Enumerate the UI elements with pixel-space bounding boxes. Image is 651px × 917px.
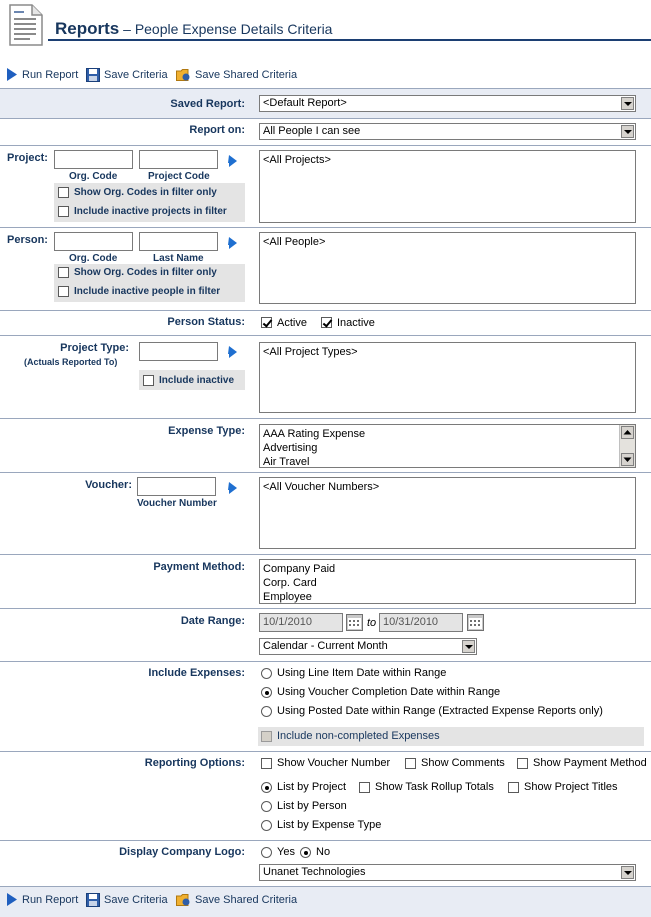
saved-report-select[interactable] — [259, 95, 636, 112]
scrollbar[interactable] — [619, 425, 635, 467]
show-org-codes-label: Show Org. Codes in filter only — [74, 267, 217, 278]
date-period-value: Calendar - Current Month — [263, 640, 388, 652]
person-list[interactable] — [259, 232, 636, 304]
show-org-codes-checkbox[interactable] — [58, 187, 69, 198]
voucher-label: Voucher: — [85, 479, 132, 491]
expense-type-list[interactable] — [259, 424, 636, 468]
calendar-icon[interactable] — [467, 614, 484, 631]
chevron-down-icon — [621, 97, 634, 110]
header-divider — [48, 39, 651, 41]
list-by-expense-type-label: List by Expense Type — [277, 819, 382, 831]
person-org-code-input[interactable] — [54, 232, 133, 251]
arrow-right-icon[interactable] — [228, 237, 238, 249]
include-inactive-people-label: Include inactive people in filter — [74, 286, 221, 297]
payment-method-label: Payment Method: — [153, 561, 245, 573]
voucher-list[interactable] — [259, 477, 636, 549]
list-item[interactable]: <All People> — [263, 236, 326, 248]
include-inactive-checkbox[interactable] — [143, 375, 154, 386]
list-by-project-radio[interactable] — [261, 782, 272, 793]
divider — [0, 608, 651, 609]
page-title: Reports – People Expense Details Criteria — [55, 19, 333, 38]
shared-folder-icon — [176, 68, 191, 82]
save-criteria-button[interactable] — [86, 68, 168, 82]
saved-report-label: Saved Report: — [170, 98, 245, 110]
saved-report-value: <Default Report> — [263, 97, 347, 109]
list-item[interactable]: Corp. Card — [263, 577, 317, 589]
report-on-select[interactable] — [259, 123, 636, 140]
show-payment-method-checkbox[interactable] — [517, 758, 528, 769]
top-toolbar — [0, 65, 651, 87]
divider — [0, 751, 651, 752]
active-checkbox[interactable] — [261, 317, 272, 328]
divider — [0, 418, 651, 419]
list-item[interactable]: <All Voucher Numbers> — [263, 481, 380, 493]
project-code-label: Project Code — [148, 171, 210, 182]
chevron-down-icon — [621, 866, 634, 879]
date-period-select[interactable] — [259, 638, 477, 655]
company-logo-value: Unanet Technologies — [263, 866, 366, 878]
arrow-right-icon[interactable] — [228, 155, 238, 167]
save-criteria-label: Save Criteria — [104, 894, 168, 906]
arrow-right-icon[interactable] — [228, 482, 238, 494]
divider — [0, 661, 651, 662]
voucher-completion-date-radio[interactable] — [261, 687, 272, 698]
show-org-codes-checkbox[interactable] — [58, 267, 69, 278]
include-inactive-projects-checkbox[interactable] — [58, 206, 69, 217]
line-item-date-label: Using Line Item Date within Range — [277, 667, 447, 679]
run-report-label: Run Report — [22, 893, 79, 906]
project-type-label: Project Type: — [60, 342, 129, 354]
divider — [0, 840, 651, 841]
show-comments-checkbox[interactable] — [405, 758, 416, 769]
active-label: Active — [277, 317, 307, 329]
project-label: Project: — [7, 152, 48, 164]
project-type-list[interactable] — [259, 342, 636, 413]
org-code-label: Org. Code — [69, 171, 118, 182]
divider — [0, 118, 651, 119]
run-report-button[interactable] — [6, 68, 78, 81]
report-on-value: All People I can see — [263, 125, 361, 137]
save-shared-criteria-label: Save Shared Criteria — [195, 894, 298, 906]
list-item[interactable]: Employee — [263, 591, 312, 603]
company-logo-select[interactable] — [259, 864, 636, 881]
project-type-sublabel: (Actuals Reported To) — [24, 357, 118, 367]
inactive-label: Inactive — [337, 317, 375, 329]
inactive-checkbox[interactable] — [321, 317, 332, 328]
divider — [0, 335, 651, 336]
show-task-rollup-label: Show Task Rollup Totals — [375, 781, 494, 793]
voucher-number-label: Voucher Number — [137, 498, 217, 509]
list-item[interactable]: Company Paid — [263, 563, 336, 575]
chevron-up-icon[interactable] — [621, 426, 634, 439]
org-code-label: Org. Code — [69, 253, 118, 264]
play-icon — [6, 68, 18, 81]
arrow-right-icon[interactable] — [228, 346, 238, 358]
logo-yes-radio[interactable] — [261, 847, 272, 858]
project-list[interactable] — [259, 150, 636, 223]
calendar-icon[interactable] — [346, 614, 363, 631]
report-on-label: Report on: — [189, 124, 245, 136]
bottom-toolbar — [0, 890, 651, 912]
floppy-disk-icon — [86, 68, 100, 82]
divider — [0, 554, 651, 555]
voucher-number-input[interactable] — [137, 477, 216, 496]
show-org-codes-label: Show Org. Codes in filter only — [74, 187, 217, 198]
include-non-completed-checkbox[interactable] — [261, 731, 272, 742]
divider — [0, 145, 651, 146]
project-org-code-input[interactable] — [54, 150, 133, 169]
divider — [0, 227, 651, 228]
include-expenses-label: Include Expenses: — [148, 667, 245, 679]
date-from-input[interactable]: 10/1/2010 — [259, 613, 343, 632]
last-name-input[interactable] — [139, 232, 218, 251]
chevron-down-icon — [621, 125, 634, 138]
show-task-rollup-checkbox[interactable] — [359, 782, 370, 793]
include-inactive-people-checkbox[interactable] — [58, 286, 69, 297]
date-range-label: Date Range: — [180, 615, 245, 627]
line-item-date-radio[interactable] — [261, 668, 272, 679]
run-report-label: Run Report — [22, 68, 79, 81]
list-by-project-label: List by Project — [277, 781, 347, 793]
save-shared-criteria-label: Save Shared Criteria — [195, 69, 298, 81]
include-inactive-label: Include inactive — [159, 375, 235, 386]
project-type-input[interactable] — [139, 342, 218, 361]
play-icon — [6, 893, 18, 906]
person-label: Person: — [7, 234, 48, 246]
list-item[interactable]: Advertising — [263, 442, 318, 454]
voucher-completion-date-label: Using Voucher Completion Date within Range — [277, 686, 501, 698]
expense-type-label: Expense Type: — [168, 425, 245, 437]
show-voucher-number-checkbox[interactable] — [261, 758, 272, 769]
show-payment-method-label: Show Payment Method — [533, 757, 647, 769]
save-criteria-button[interactable] — [86, 893, 168, 907]
save-shared-criteria-button[interactable] — [176, 68, 297, 82]
show-voucher-number-label: Show Voucher Number — [277, 757, 391, 769]
save-criteria-label: Save Criteria — [104, 69, 168, 81]
reporting-options-label: Reporting Options: — [144, 757, 245, 769]
list-item[interactable]: <All Projects> — [263, 154, 331, 166]
payment-method-list[interactable] — [259, 559, 636, 604]
include-inactive-projects-label: Include inactive projects in filter — [74, 206, 227, 217]
list-by-expense-type-radio[interactable] — [261, 820, 272, 831]
floppy-disk-icon — [86, 893, 100, 907]
shared-folder-icon — [176, 893, 191, 907]
list-item[interactable]: Air Travel — [263, 456, 310, 468]
date-to-input[interactable]: 10/31/2010 — [379, 613, 463, 632]
list-by-person-radio[interactable] — [261, 801, 272, 812]
divider — [0, 310, 651, 311]
project-code-input[interactable] — [139, 150, 218, 169]
show-project-titles-label: Show Project Titles — [524, 781, 618, 793]
posted-date-radio[interactable] — [261, 706, 272, 717]
chevron-down-icon — [462, 640, 475, 653]
include-non-completed-label: Include non-completed Expenses — [277, 730, 440, 742]
person-status-label: Person Status: — [167, 316, 245, 328]
list-item[interactable]: AAA Rating Expense — [263, 428, 366, 440]
last-name-label: Last Name — [153, 253, 204, 264]
run-report-button[interactable] — [6, 893, 78, 906]
save-shared-criteria-button[interactable] — [176, 893, 297, 907]
chevron-down-icon[interactable] — [621, 453, 634, 466]
divider — [0, 472, 651, 473]
logo-no-label: No — [316, 846, 331, 858]
logo-no-radio[interactable] — [300, 847, 311, 858]
logo-yes-label: Yes — [277, 846, 295, 858]
list-by-person-label: List by Person — [277, 800, 347, 812]
show-comments-label: Show Comments — [421, 757, 505, 769]
report-document-icon — [8, 3, 44, 47]
display-company-logo-label: Display Company Logo: — [119, 846, 245, 858]
posted-date-label: Using Posted Date within Range (Extracted Expense Reports only) — [277, 705, 603, 717]
list-item[interactable]: <All Project Types> — [263, 346, 358, 358]
show-project-titles-checkbox[interactable] — [508, 782, 519, 793]
to-label: to — [367, 617, 377, 629]
